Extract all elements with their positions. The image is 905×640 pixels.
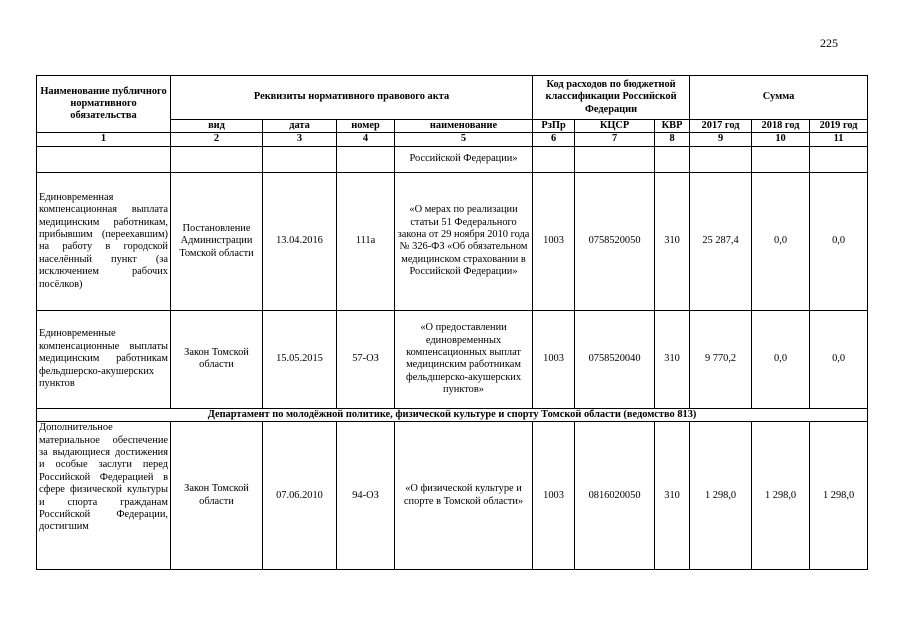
header-kvr: КВР [655, 120, 690, 133]
col-number: 8 [655, 133, 690, 146]
col-number: 7 [575, 133, 655, 146]
header-number: номер [337, 120, 395, 133]
obligations-table [36, 75, 868, 570]
act-name: «О мерах по реализации статьи 51 Федерального закона от 29 ноября 2010 года № 326-ФЗ «Об обязательном медицинском страховании в Российской Федерации» [395, 172, 533, 310]
kvr-code: 310 [655, 422, 690, 570]
act-type: Постановление Администрации Томской области [171, 172, 263, 310]
act-date: 07.06.2010 [263, 422, 337, 570]
rzpr-code: 1003 [533, 172, 575, 310]
sum-2018: 0,0 [752, 310, 810, 408]
kvr-code: 310 [655, 172, 690, 310]
table-row [37, 146, 868, 172]
col-number: 1 [37, 133, 171, 146]
header-rzpr: РзПр [533, 120, 575, 133]
obligation-name: Единовременная компенсационная выплата медицинским работникам, прибывшим (переехавшим) на работу в городской населённый пункт (за исключением рабочих посёлков) [37, 172, 171, 310]
kcsr-code: 0758520050 [575, 172, 655, 310]
header-2018: 2018 год [752, 120, 810, 133]
page-number: 225 [820, 36, 838, 50]
header-type: вид [171, 120, 263, 133]
department-title: Департамент по молодёжной политике, физической культуре и спорту Томской области (ведомство 813) [37, 408, 868, 421]
header-2017: 2017 год [690, 120, 752, 133]
col-number: 6 [533, 133, 575, 146]
act-type: Закон Томской области [171, 310, 263, 408]
header-budget-code: Код расходов по бюджетной классификации Российской Федерации [533, 76, 690, 120]
sum-2019: 1 298,0 [810, 422, 868, 570]
rzpr-code: 1003 [533, 422, 575, 570]
act-number: 94-ОЗ [337, 422, 395, 570]
act-name: «О предоставлении единовременных компенсационных выплат медицинским работникам фельдшерско-акушерских пунктов» [395, 310, 533, 408]
act-date: 13.04.2016 [263, 172, 337, 310]
col-number: 3 [263, 133, 337, 146]
act-number: 57-ОЗ [337, 310, 395, 408]
sum-2017: 1 298,0 [690, 422, 752, 570]
header-requisites: Реквизиты нормативного правового акта [171, 76, 533, 120]
department-row [37, 408, 868, 421]
sum-2018: 1 298,0 [752, 422, 810, 570]
kcsr-code: 0816020050 [575, 422, 655, 570]
act-date: 15.05.2015 [263, 310, 337, 408]
col-number: 4 [337, 133, 395, 146]
col-number: 9 [690, 133, 752, 146]
sum-2019: 0,0 [810, 310, 868, 408]
header-kcsr: КЦСР [575, 120, 655, 133]
obligation-name: Дополнительное материальное обеспечение за выдающиеся достижения и особые заслуги перед Российской Федерацией в сфере физической культуры и спорта гражданам Российской Федерации, достигшим [37, 422, 171, 570]
col-number: 11 [810, 133, 868, 146]
rzpr-code: 1003 [533, 310, 575, 408]
table-row [37, 172, 868, 310]
col-number: 10 [752, 133, 810, 146]
col-number: 2 [171, 133, 263, 146]
act-name: «О физической культуре и спорте в Томской области» [395, 422, 533, 570]
header-2019: 2019 год [810, 120, 868, 133]
header-sum: Сумма [690, 76, 868, 120]
table-row [37, 310, 868, 408]
sum-2018: 0,0 [752, 172, 810, 310]
sum-2017: 9 770,2 [690, 310, 752, 408]
kcsr-code: 0758520040 [575, 310, 655, 408]
act-type: Закон Томской области [171, 422, 263, 570]
header-obligation: Наименование публичного нормативного обязательства [37, 76, 171, 133]
table-row [37, 422, 868, 570]
header-name: наименование [395, 120, 533, 133]
header-date: дата [263, 120, 337, 133]
act-name-continuation: Российской Федерации» [395, 146, 533, 172]
sum-2017: 25 287,4 [690, 172, 752, 310]
sum-2019: 0,0 [810, 172, 868, 310]
kvr-code: 310 [655, 310, 690, 408]
act-number: 111а [337, 172, 395, 310]
obligation-name: Единовременные компенсационные выплаты медицинским работникам фельдшерско-акушерских пунктов [37, 310, 171, 408]
col-number: 5 [395, 133, 533, 146]
